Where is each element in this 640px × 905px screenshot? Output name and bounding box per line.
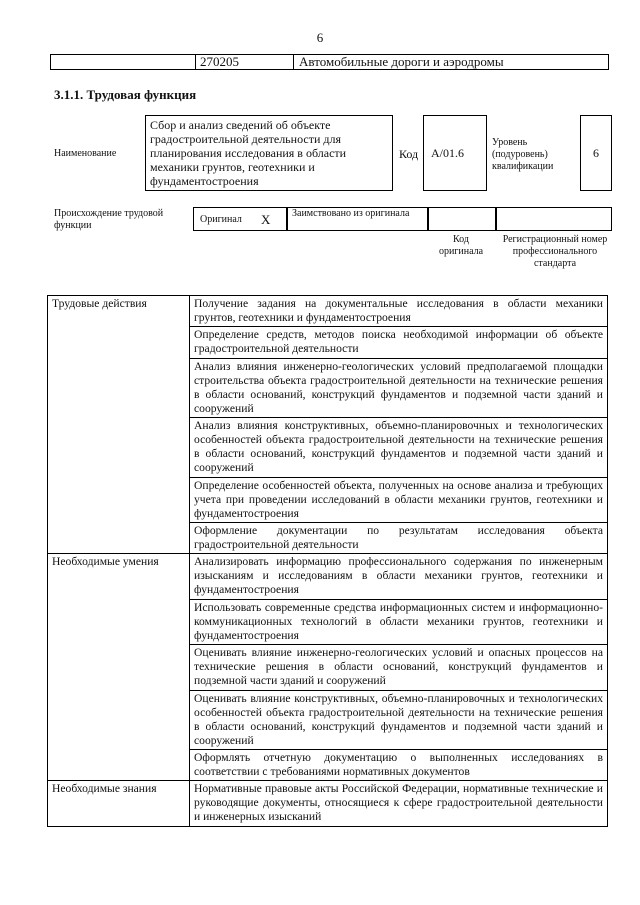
specialty-name: Автомобильные дороги и аэродромы xyxy=(299,54,504,69)
section-title: 3.1.1. Трудовая функция xyxy=(54,87,197,102)
table-cell: Оценивать влияние конструктивных, объемно-планировочных и технологических особенностей объекта градостроительной деятельности на технические решения в области оснований, конструкций фундаментов и подземной части зданий и сооружений xyxy=(190,690,608,750)
table-cell: Анализ влияния инженерно-геологических условий предполагаемой площадки строительства объекта градостроительной деятельности на технические решения в области оснований, конструкций фундаментов и подземной части зданий и сооружений xyxy=(190,358,608,418)
code-original-label: Код оригинала xyxy=(438,234,484,257)
origin-label: Происхождение трудовой функции xyxy=(54,208,164,231)
table-cell: Определение средств, методов поиска необходимой информации об объекте градостроительной деятельности xyxy=(190,327,608,358)
reg-number-cell xyxy=(496,207,612,231)
code-original-cell xyxy=(428,207,496,231)
table-cell: Нормативные правовые акты Российской Федерации, нормативные технические и руководящие документы, относящиеся к сфере градостроительной деятельности и инженерных изысканий xyxy=(190,781,608,827)
code-label: Код xyxy=(399,147,419,161)
table-cell: Получение задания на документальные исследования в области механики грунтов, геотехники и фундаментостроения xyxy=(190,296,608,327)
specialty-code: 270205 xyxy=(196,55,294,69)
original-cell xyxy=(193,207,287,231)
table-cell: Анализ влияния конструктивных, объемно-планировочных и технологических особенностей объекта градостроительной деятельности на технические решения в области оснований, конструкций фундаментов и подземной части зданий и сооружений xyxy=(190,418,608,478)
specialty-code-row xyxy=(50,54,609,70)
section-heading: Необходимые знания xyxy=(48,781,190,827)
original-label: Оригинал xyxy=(200,214,242,225)
table-row xyxy=(48,781,608,827)
level-label: Уровень (подуровень) квалификации xyxy=(492,137,554,172)
name-label: Наименование xyxy=(54,148,117,159)
table-cell: Использовать современные средства информационных систем и информационно-коммуникационных технологий в области механики грунтов, геотехники и фундаментостроения xyxy=(190,599,608,644)
borrowed-label: Заимствовано из оригинала xyxy=(292,208,410,219)
table-cell: Оценивать влияние инженерно-геологических условий и опасных процессов на технические решения в области оснований, конструкций фундаментов и подземной части зданий и сооружений xyxy=(190,645,608,690)
table-cell: Определение особенностей объекта, полученных на основе анализа и требующих учета при проведении исследований в области механики грунтов, геотехники и фундаментостроения xyxy=(190,477,608,522)
table-cell: Оформление документации по результатам исследования объекта градостроительной деятельности xyxy=(190,523,608,554)
original-mark: X xyxy=(261,212,271,227)
function-code: А/01.6 xyxy=(423,115,487,191)
table-cell: Оформлять отчетную документацию о выполненных исследованиях в соответствии с требованиями нормативных документов xyxy=(190,750,608,781)
reg-number-label: Регистрационный номер профессионального стандарта xyxy=(502,234,608,269)
table-cell: Анализировать информацию профессионального содержания по инженерным изысканиям и исследованиям в области механики грунтов, геотехники и фундаментостроения xyxy=(190,554,608,599)
table-row xyxy=(48,296,608,327)
borrowed-cell xyxy=(287,207,428,231)
table-row xyxy=(48,554,608,599)
function-details-table xyxy=(47,295,608,827)
empty-cell xyxy=(51,55,196,69)
section-heading: Трудовые действия xyxy=(48,296,190,554)
page-number: 6 xyxy=(316,30,324,45)
qualification-level: 6 xyxy=(580,115,612,191)
section-heading: Необходимые умения xyxy=(48,554,190,781)
function-name: Сбор и анализ сведений об объекте градостроительной деятельности для планирования исследования в области механики грунтов, геотехники и фундаментостроения xyxy=(145,115,393,191)
